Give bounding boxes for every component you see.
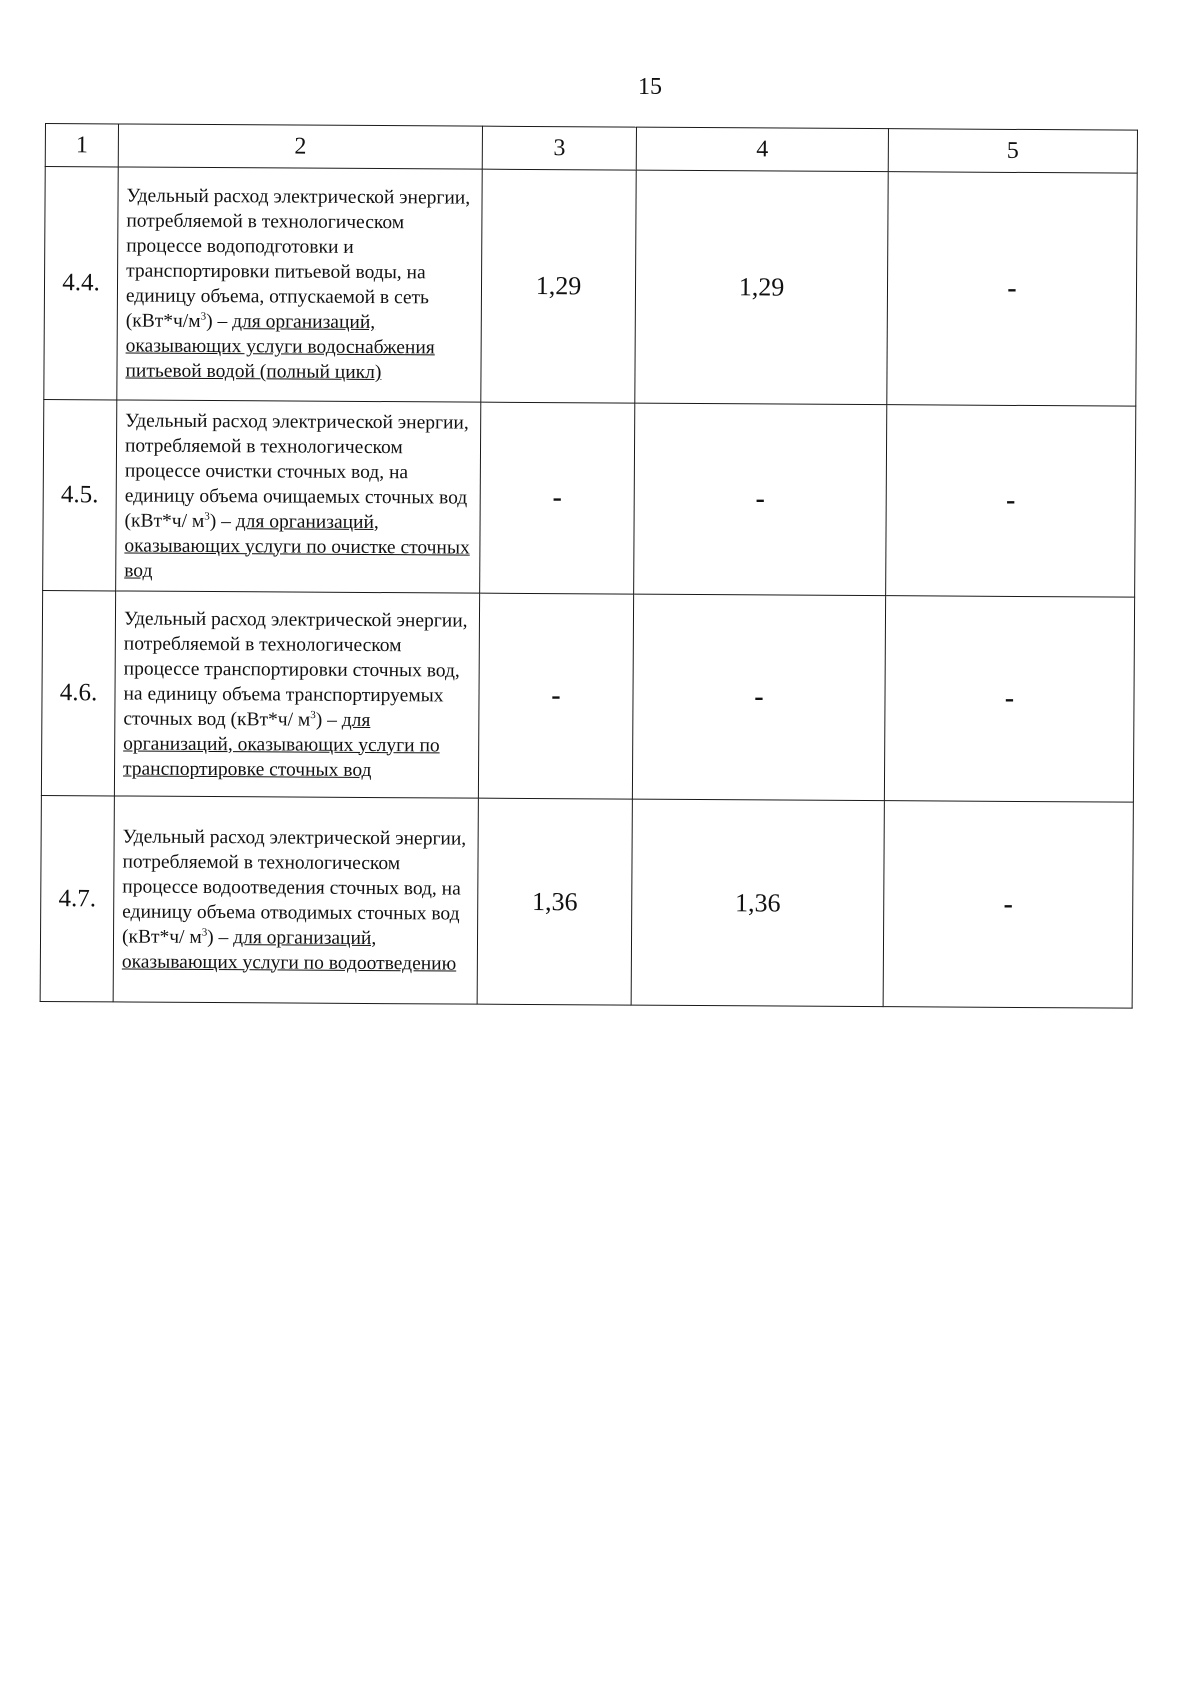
description-text-after: ) – bbox=[207, 926, 234, 948]
table-row bbox=[43, 399, 1136, 597]
description-text-after: ) – bbox=[206, 310, 233, 333]
cell-col3: - bbox=[480, 402, 635, 594]
cell-col5: - bbox=[886, 405, 1136, 598]
description-text: Удельный расход электрической энергии, потребляемой в технологическом процессе очистки сточных вод, на единицу объема очищаемых сточных вод (кВт*ч/ м bbox=[124, 409, 469, 532]
cell-col3: 1,29 bbox=[481, 169, 636, 403]
row-number: 4.6. bbox=[41, 590, 115, 795]
table-row bbox=[40, 795, 1133, 1008]
description-underlined: для организаций, оказывающих услуги по водоотведению bbox=[121, 926, 457, 975]
indicators-table bbox=[40, 123, 1138, 1009]
description-text: Удельный расход электрической энергии, потребляемой в технологическом процессе водоотведения сточных вод, на единицу объема отводимых сточных вод (кВт*ч/ м bbox=[121, 825, 467, 948]
cell-col4: - bbox=[632, 594, 885, 801]
description-text-after: ) – bbox=[209, 510, 236, 532]
cell-col3: 1,36 bbox=[477, 798, 632, 1005]
superscript: 3 bbox=[204, 509, 210, 523]
cell-col3: - bbox=[478, 593, 633, 799]
column-header-1: 1 bbox=[45, 124, 118, 167]
indicators-table-wrapper bbox=[40, 123, 1137, 1009]
column-header-3: 3 bbox=[482, 126, 636, 170]
table-row bbox=[44, 167, 1137, 407]
description-text: Удельный расход электрической энергии, потребляемой в технологическом процессе транспортировки сточных вод, на единицу объема транспортируемых сточных вод (кВт*ч/ м bbox=[123, 607, 468, 731]
superscript: 3 bbox=[201, 925, 208, 939]
description-text: Удельный расход электрической энергии, потребляемой в технологическом процессе водоподготовки и транспортировки питьевой воды, на единицу объема, отпускаемой в сеть (кВт*ч/м bbox=[125, 185, 471, 332]
cell-col5: - bbox=[883, 801, 1133, 1009]
cell-col4: - bbox=[634, 403, 887, 596]
cell-col5: - bbox=[884, 596, 1134, 803]
row-number: 4.7. bbox=[40, 795, 114, 1001]
row-number: 4.4. bbox=[44, 167, 118, 400]
row-description bbox=[117, 167, 482, 402]
cell-col4: 1,36 bbox=[631, 799, 884, 1007]
superscript: 3 bbox=[310, 708, 316, 721]
header-row bbox=[45, 124, 1137, 174]
row-description bbox=[116, 400, 481, 593]
row-description bbox=[113, 796, 478, 1004]
row-number: 4.5. bbox=[43, 399, 117, 590]
cell-col4: 1,29 bbox=[635, 170, 888, 405]
description-text-after: ) – bbox=[315, 709, 342, 731]
table-row bbox=[41, 590, 1134, 802]
column-header-5: 5 bbox=[888, 129, 1137, 174]
description-underlined: для организаций, оказывающих услуги водоснабжения питьевой водой (полный цикл) bbox=[125, 311, 435, 384]
cell-col5: - bbox=[887, 172, 1137, 407]
superscript: 3 bbox=[200, 310, 207, 323]
page-number: 15 bbox=[638, 74, 662, 100]
description-underlined: для организаций, оказывающих услуги по транспортировке сточных вод bbox=[122, 709, 440, 781]
column-header-2: 2 bbox=[118, 124, 482, 169]
row-description bbox=[114, 591, 479, 798]
column-header-4: 4 bbox=[636, 127, 888, 172]
description-underlined: для организаций, оказывающих услуги по очистке сточных вод bbox=[124, 510, 470, 582]
